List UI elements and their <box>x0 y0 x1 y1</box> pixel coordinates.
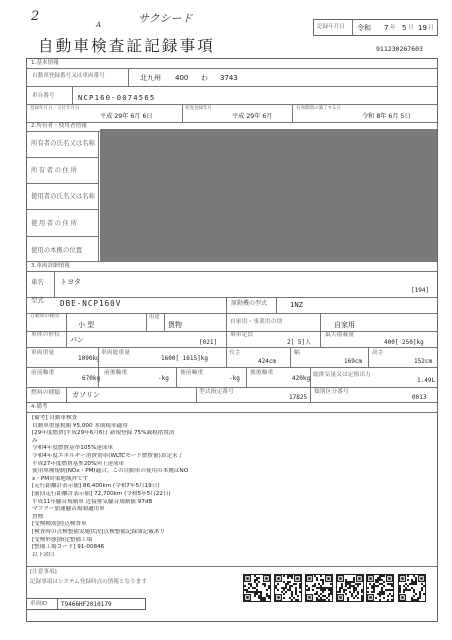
purpose: 自家用 <box>334 321 355 329</box>
remark-line: [受検形態]指定整備工場 <box>32 536 93 543</box>
vehicle-type: 小 型 <box>78 321 95 329</box>
qr-code <box>305 574 333 602</box>
remarks-block <box>32 415 432 559</box>
user-name-label: 使用者の氏名又は名称 <box>31 192 95 200</box>
remark-line: x・PM対策地域外です <box>32 475 89 482</box>
base-location-label: 使用の本拠の位置 <box>31 246 83 254</box>
month-unit: 月 <box>408 25 414 31</box>
engine: 1NZ <box>290 300 303 309</box>
reg-number: 3743 <box>220 74 238 82</box>
gross-weight-label: 車両総重量 <box>101 350 130 356</box>
document-number: 911230267603 <box>376 45 423 53</box>
front-front-axle: 670kg <box>82 375 101 382</box>
max-load-label: 最大積載量 <box>325 332 354 338</box>
reg-class: 400 <box>175 74 189 82</box>
remark-line: [備考] 自動車検査 <box>32 415 78 421</box>
spec-no: 17825 <box>289 394 308 401</box>
first-use-label: 初度登録年月 <box>185 106 212 111</box>
expiry-date: 令和 8年 6月 5日 <box>362 113 411 120</box>
body-shape: バン <box>70 336 84 344</box>
remark-line: 自動車重量税額 ¥5,000 本則税率適用 <box>32 422 128 429</box>
section1-title: 1.基本情報 <box>31 60 59 66</box>
reg-no-label: 自動車登録番号又は車両番号 <box>32 73 105 79</box>
user-addr-label: 使用者の住所 <box>31 219 79 227</box>
weight-label: 車両重量 <box>31 350 55 356</box>
rear-rear-axle-label: 後後軸重 <box>250 370 274 376</box>
class-no-label: 類別区分番号 <box>314 389 349 395</box>
reg-region: 北九州 <box>140 74 161 82</box>
height-label: 高さ <box>372 350 384 356</box>
length: 424cm <box>258 358 277 365</box>
year-unit: 年 <box>390 25 396 31</box>
height: 152cm <box>414 358 433 365</box>
handwritten-letter: A <box>96 21 102 29</box>
max-load: 400[ 250]kg <box>384 339 424 346</box>
record-year: 7 <box>384 24 389 32</box>
class-no: 0013 <box>412 394 427 401</box>
owner-addr-label: 所有者の住所 <box>31 166 79 174</box>
notice-text: 記録事項はシステム登録時点の情報となります <box>30 579 147 585</box>
maker: トヨタ <box>60 278 81 286</box>
model: DBE-NCP160V <box>60 299 122 308</box>
first-reg-date: 平成 29年 6月 6日 <box>100 113 153 120</box>
redacted-owner-info <box>100 129 437 261</box>
width: 169cm <box>344 358 363 365</box>
qr-code <box>243 574 271 602</box>
weight: 1090kg <box>78 355 100 362</box>
capacity-label: 乗車定員 <box>230 332 254 338</box>
handwritten-name: サクシード <box>138 12 193 25</box>
capacity: 2[ 5]人 <box>287 339 312 346</box>
remark-line: 令和4年度エネルギー消費効率(WLTCモード燃費値)算定未了 <box>32 452 184 459</box>
section3-title: 3.車両詳細情報 <box>31 263 70 269</box>
remark-line: 平成11年騒音規制車 近接排気騒音規制値 97dB <box>32 498 153 505</box>
page-title: 自動車検査証記録事項 <box>38 37 216 55</box>
remark-line: 使用車種規制(NOx・PM)適合。この自動車の使用の本拠はNO <box>32 468 189 475</box>
vehicle-id: T9466HF2010179 <box>61 601 112 608</box>
engine-label: 原動機の型式 <box>231 300 268 307</box>
fuel: ガソリン <box>72 391 100 399</box>
chassis-label: 車台番号 <box>32 93 55 99</box>
vehicle-type-label: 自動車の種別 <box>30 314 59 319</box>
remark-line: み <box>32 437 38 444</box>
fuel-label: 燃料の種類 <box>31 390 60 396</box>
vehicle-id-box <box>26 598 146 610</box>
width-label: 幅 <box>294 350 300 356</box>
record-era: 令和 <box>357 24 371 32</box>
reg-kana: わ <box>201 74 208 82</box>
record-date-box <box>313 19 438 36</box>
remark-line: 平成27年度燃費基準20%向上達成車 <box>32 460 125 467</box>
gross-weight: 1600[ 1615]kg <box>161 355 208 362</box>
remark-line: 令和4年度燃費基準105%達成車 <box>32 445 114 452</box>
remark-line: [整備工場コード] 91-00846 <box>32 544 105 551</box>
length-label: 長さ <box>229 350 241 356</box>
body-shape-code: [021] <box>199 339 218 346</box>
rear-rear-axle: 420kg <box>292 375 311 382</box>
front-rear-axle-label: 前後軸重 <box>104 370 128 376</box>
remark-line: [29年度燃費]平成29年6月6日 新規登録 75%減税措置済 <box>32 430 175 437</box>
chassis-number: NCP160-0074565 <box>78 93 156 102</box>
remark-line: 貨物 <box>32 513 44 520</box>
maker-code: [194] <box>411 287 430 294</box>
model-label: 型式 <box>31 296 44 304</box>
owner-name-label: 所有者の氏名又は名称 <box>31 139 95 147</box>
maker-label: 車名 <box>31 278 44 286</box>
spec-no-label: 型式指定番号 <box>199 389 234 395</box>
body-shape-label: 車体の形状 <box>31 332 60 338</box>
remark-line: [受検種別]持込検査車 <box>32 521 87 528</box>
front-front-axle-label: 前前軸重 <box>31 370 55 376</box>
remark-line: [走行距離計表示値] 86,400km (令和7年5月19日) <box>32 483 160 490</box>
notice-title: [注意事項] <box>30 569 57 575</box>
remark-line: [検査時の点検整備実施状況]点検整備記録簿記載あり <box>32 528 166 535</box>
handwritten-number: 2 <box>31 9 40 24</box>
remark-line: 以下余白 <box>32 551 55 558</box>
section4-title: 4.備考 <box>31 404 48 410</box>
purpose-label: 自家用・事業用の別 <box>230 319 283 325</box>
displacement: 1.49L <box>417 377 436 384</box>
qr-code <box>366 574 394 602</box>
first-use-date: 平成 29年 6月 <box>232 113 273 120</box>
section2-title: 2.所有者・使用者情報 <box>31 123 87 129</box>
qr-code <box>336 574 364 602</box>
rear-front-axle-label: 後前軸重 <box>180 370 204 376</box>
qr-code <box>398 574 426 602</box>
use-label: 用途 <box>149 314 160 320</box>
front-rear-axle: -kg <box>158 375 169 382</box>
day-unit: 日 <box>428 25 434 31</box>
vehicle-id-label: 車両ID <box>30 601 48 607</box>
record-month: 5 <box>402 24 407 32</box>
expiry-label: 有効期間の満了する日 <box>296 106 341 111</box>
remark-line: マフラー加速騒音規制適用車 <box>32 506 105 513</box>
qr-code <box>274 574 302 602</box>
use: 貨物 <box>168 321 182 329</box>
displacement-label: 総排気量又は定格出力 <box>313 372 371 378</box>
remark-line: [前回走行距離計表示値] 72,700km (令和5年5月22日) <box>32 490 171 497</box>
record-day: 19 <box>418 24 427 32</box>
record-date-label: 記録年月日 <box>317 24 345 30</box>
rear-front-axle: -kg <box>229 375 240 382</box>
first-reg-label: 登録年月日／交付年月日 <box>30 106 80 111</box>
